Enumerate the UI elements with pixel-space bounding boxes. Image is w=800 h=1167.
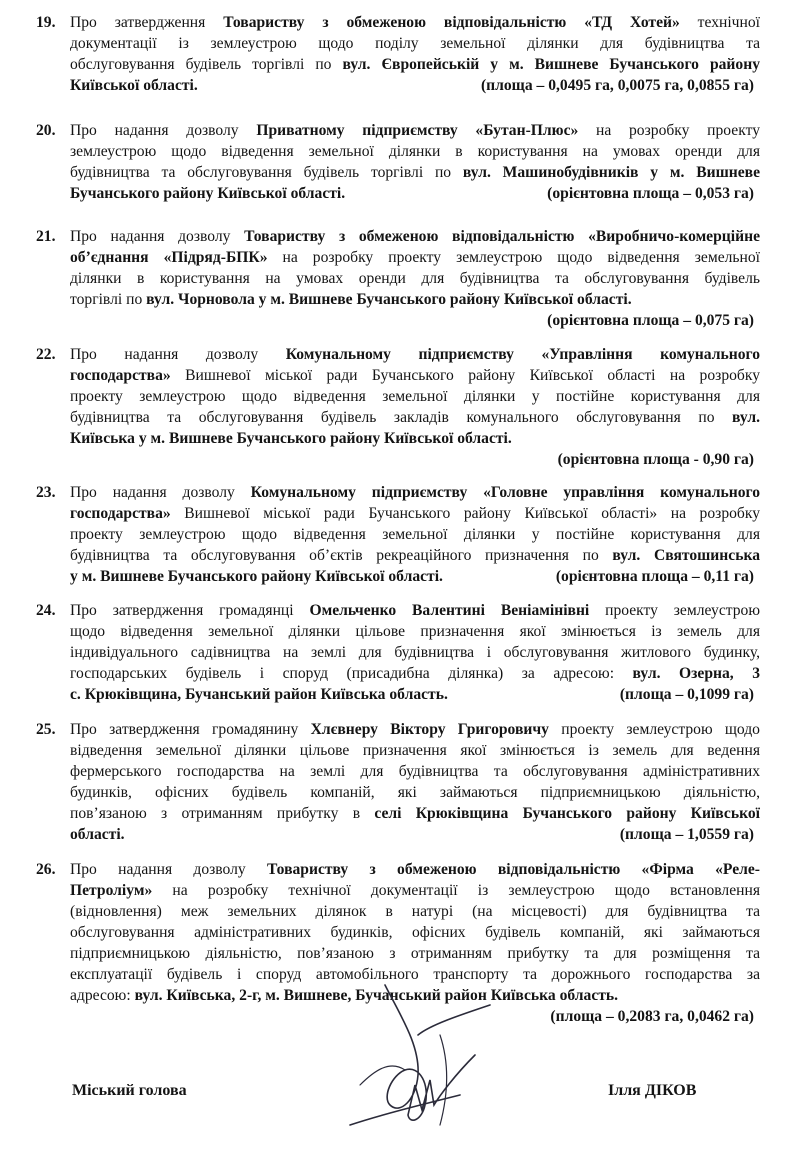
text-run: фермерського господарства на землі для будівництва та обслуговування адміністративних (70, 763, 760, 780)
signature-name: Ілля ДІКОВ (608, 1082, 697, 1099)
text-line (70, 428, 760, 449)
text-run: обслуговування будівель торгівлі по (70, 56, 343, 73)
text-line (70, 449, 760, 470)
text-line (70, 482, 760, 503)
text-line (70, 943, 760, 964)
text-line (70, 33, 760, 54)
text-run: проекту землеустрою щодо відведення земельної ділянки у постійне користування для (70, 526, 760, 543)
text-run: будинків, офісних будівель компаній, які займаються підприємницькою діяльністю, (70, 784, 760, 801)
text-run: Вишневої міської ради Бучанського району Київської області» на розробку (170, 505, 760, 522)
text-run: Про затвердження (70, 14, 224, 31)
bold-text-run: (площа – 0,2083 га, 0,0462 га) (550, 1008, 754, 1025)
bold-text-run: (орієнтовна площа – 0,053 га) (547, 185, 754, 202)
text-line (70, 782, 760, 803)
item-20 (36, 120, 760, 204)
bold-text-run: Хлєвнеру Віктору Григоровичу (310, 721, 549, 738)
item-22 (36, 344, 760, 470)
bold-text-run: вул. Київська, 2-г, м. Вишневе, Бучанський район Київська область. (134, 987, 619, 1004)
text-run: Про затвердження громадянці (70, 602, 310, 619)
text-run: господарських будівель і споруд (присадибна ділянка) за адресою: (70, 665, 633, 682)
bold-text-run: вул. Святошинська (612, 547, 760, 564)
text-run: відведення земельної ділянки цільове призначення якої змінюється із земель для ведення (70, 742, 760, 759)
bold-text-run: Київської області. (70, 77, 198, 94)
text-line (70, 407, 760, 428)
bold-text-run: (площа – 1,0559 га) (619, 826, 754, 843)
text-run: на розробку проекту (578, 122, 760, 139)
item-number: 23. (36, 484, 56, 501)
bold-text-run: Товариству з обмеженою відповідальністю «Фірма «Реле- (266, 861, 760, 878)
bold-text-run: селі Крюківщина Бучанського району Київської (374, 805, 760, 822)
text-line (70, 162, 760, 183)
text-line (70, 600, 760, 621)
text-line (70, 247, 760, 268)
bold-text-run: Комунальному підприємству «Головне управління комунального (250, 484, 761, 501)
text-line (70, 12, 760, 33)
item-number: 20. (36, 122, 56, 139)
bold-text-run: Товариству з обмеженою відповідальністю «Виробничо-комерційне (244, 228, 760, 245)
item-19 (36, 12, 760, 96)
bold-text-run: вул. Чорновола у м. Вишневе Бучанського району Київської області. (146, 291, 632, 308)
bold-text-run: вул. Машинобудівників у м. Вишневе (462, 164, 761, 181)
text-run: Про затвердження громадянину (70, 721, 311, 738)
bold-text-run: Приватному підприємству «Бутан-Плюс» (256, 122, 579, 139)
text-run: (відновлення) меж земельних ділянок в натурі (на місцевості) для будівництва та (70, 903, 760, 920)
text-line (70, 289, 760, 310)
text-run: Про надання дозволу (70, 228, 245, 245)
text-line (70, 740, 760, 761)
text-line (70, 386, 760, 407)
bold-text-run: об’єднання «Підряд-БПК» (70, 249, 268, 266)
text-line (70, 880, 760, 901)
text-run: щодо відведення земельної ділянки цільове призначення якої змінюється із земель для (70, 623, 760, 640)
text-run: експлуатації будівель і споруд автомобільного транспорту та дорожнього господарства за (70, 966, 760, 983)
text-line (70, 803, 760, 824)
text-run: проекту землеустрою (589, 602, 760, 619)
text-line (70, 365, 760, 386)
text-line (70, 503, 760, 524)
text-line (70, 922, 760, 943)
item-number: 24. (36, 602, 56, 619)
text-run: адресою: (70, 987, 135, 1004)
bold-text-run: с. Крюківщина, Бучанський район Київська область. (70, 686, 448, 703)
text-line (70, 268, 760, 289)
bold-text-run: господарства» (70, 367, 171, 384)
bold-text-run: вул. Озерна, 3 (632, 665, 760, 682)
bold-text-run: Комунальному підприємству «Управління комунального (285, 346, 760, 363)
text-run: будівництва та обслуговування будівель закладів комунального обслуговування по (70, 409, 733, 426)
text-line (70, 120, 760, 141)
text-run: документації із землеустрою щодо поділу земельної ділянки для будівництва та (70, 35, 760, 52)
text-run: землеустрою щодо відведення земельної ділянки в користування на умовах оренди для (70, 143, 760, 160)
item-23 (36, 482, 760, 587)
text-line (70, 642, 760, 663)
text-line (70, 761, 760, 782)
text-line (70, 859, 760, 880)
text-run: технічної (679, 14, 760, 31)
text-run: обслуговування адміністративних будинків, офісних будівель компаній, які займаються (70, 924, 760, 941)
text-line (70, 183, 760, 204)
text-run: Про надання дозволу (70, 484, 251, 501)
text-line (70, 719, 760, 740)
bold-text-run: господарства» (70, 505, 171, 522)
item-25 (36, 719, 760, 845)
text-run: проекту землеустрою щодо відведення земельної ділянки у постійне користування для (70, 388, 760, 405)
text-line (70, 524, 760, 545)
text-line (70, 566, 760, 587)
text-line (70, 141, 760, 162)
text-line (70, 545, 760, 566)
bold-text-run: Київська у м. Вишневе Бучанського району Київської області. (70, 430, 512, 447)
text-line (70, 310, 760, 331)
bold-text-run: Бучанського району Київської області. (70, 185, 346, 202)
text-run: будівництва та обслуговування об’єктів рекреаційного призначення по (70, 547, 613, 564)
bold-text-run: вул. (732, 409, 760, 426)
bold-text-run: (орієнтовна площа – 0,075 га) (547, 312, 754, 329)
text-run: підприємницькою діяльністю, пов’язаною з отриманням прибутку та для розміщення та (70, 945, 760, 962)
text-line (70, 663, 760, 684)
bold-text-run: вул. Європейській у м. Вишневе Бучанського району (342, 56, 760, 73)
bold-text-run: (площа – 0,1099 га) (619, 686, 754, 703)
bold-text-run: Товариству з обмеженою відповідальністю «ТД Хотей» (223, 14, 680, 31)
text-line (70, 226, 760, 247)
text-run: Вишневої міської ради Бучанського району Київської області на розробку (170, 367, 760, 384)
text-run: пов’язаною з отриманням прибутку в (70, 805, 375, 822)
item-number: 19. (36, 14, 56, 31)
text-run: індивідуального садівництва на землі для будівництва і обслуговування житлового будинку, (70, 644, 760, 661)
text-run: торгівлі по (70, 291, 147, 308)
bold-text-run: у м. Вишневе Бучанського району Київської області. (70, 568, 443, 585)
text-run: Про надання дозволу (70, 122, 257, 139)
item-number: 21. (36, 228, 56, 245)
item-number: 25. (36, 721, 56, 738)
bold-text-run: області. (70, 826, 125, 843)
text-run: на розробку проекту землеустрою щодо відведення земельної (267, 249, 760, 266)
text-run: Про надання дозволу (70, 861, 267, 878)
bold-text-run: Омельченко Валентині Веніамінівні (309, 602, 590, 619)
text-run: будівництва та обслуговування будівель торгівлі по (70, 164, 463, 181)
bold-text-run: Петроліум» (70, 882, 153, 899)
text-line (70, 54, 760, 75)
text-line (70, 684, 760, 705)
item-number: 26. (36, 861, 56, 878)
text-run: проекту землеустрою щодо (548, 721, 760, 738)
item-21 (36, 226, 760, 331)
bold-text-run: (орієнтовна площа - 0,90 га) (557, 451, 754, 468)
signature-title: Міський голова (72, 1082, 187, 1099)
text-line (70, 344, 760, 365)
text-line (70, 901, 760, 922)
bold-text-run: (площа – 0,0495 га, 0,0075 га, 0,0855 га) (480, 77, 754, 94)
text-line (70, 621, 760, 642)
item-24 (36, 600, 760, 705)
item-number: 22. (36, 346, 56, 363)
bold-text-run: (орієнтовна площа – 0,11 га) (555, 568, 754, 585)
text-run: Про надання дозволу (70, 346, 286, 363)
text-line (70, 75, 760, 96)
text-run: ділянки в користування на умовах оренди для будівництва та обслуговування будівель (70, 270, 760, 287)
handwritten-signature (290, 975, 520, 1145)
text-run: на розробку технічної документації із землеустрою щодо встановлення (152, 882, 760, 899)
text-line (70, 824, 760, 845)
